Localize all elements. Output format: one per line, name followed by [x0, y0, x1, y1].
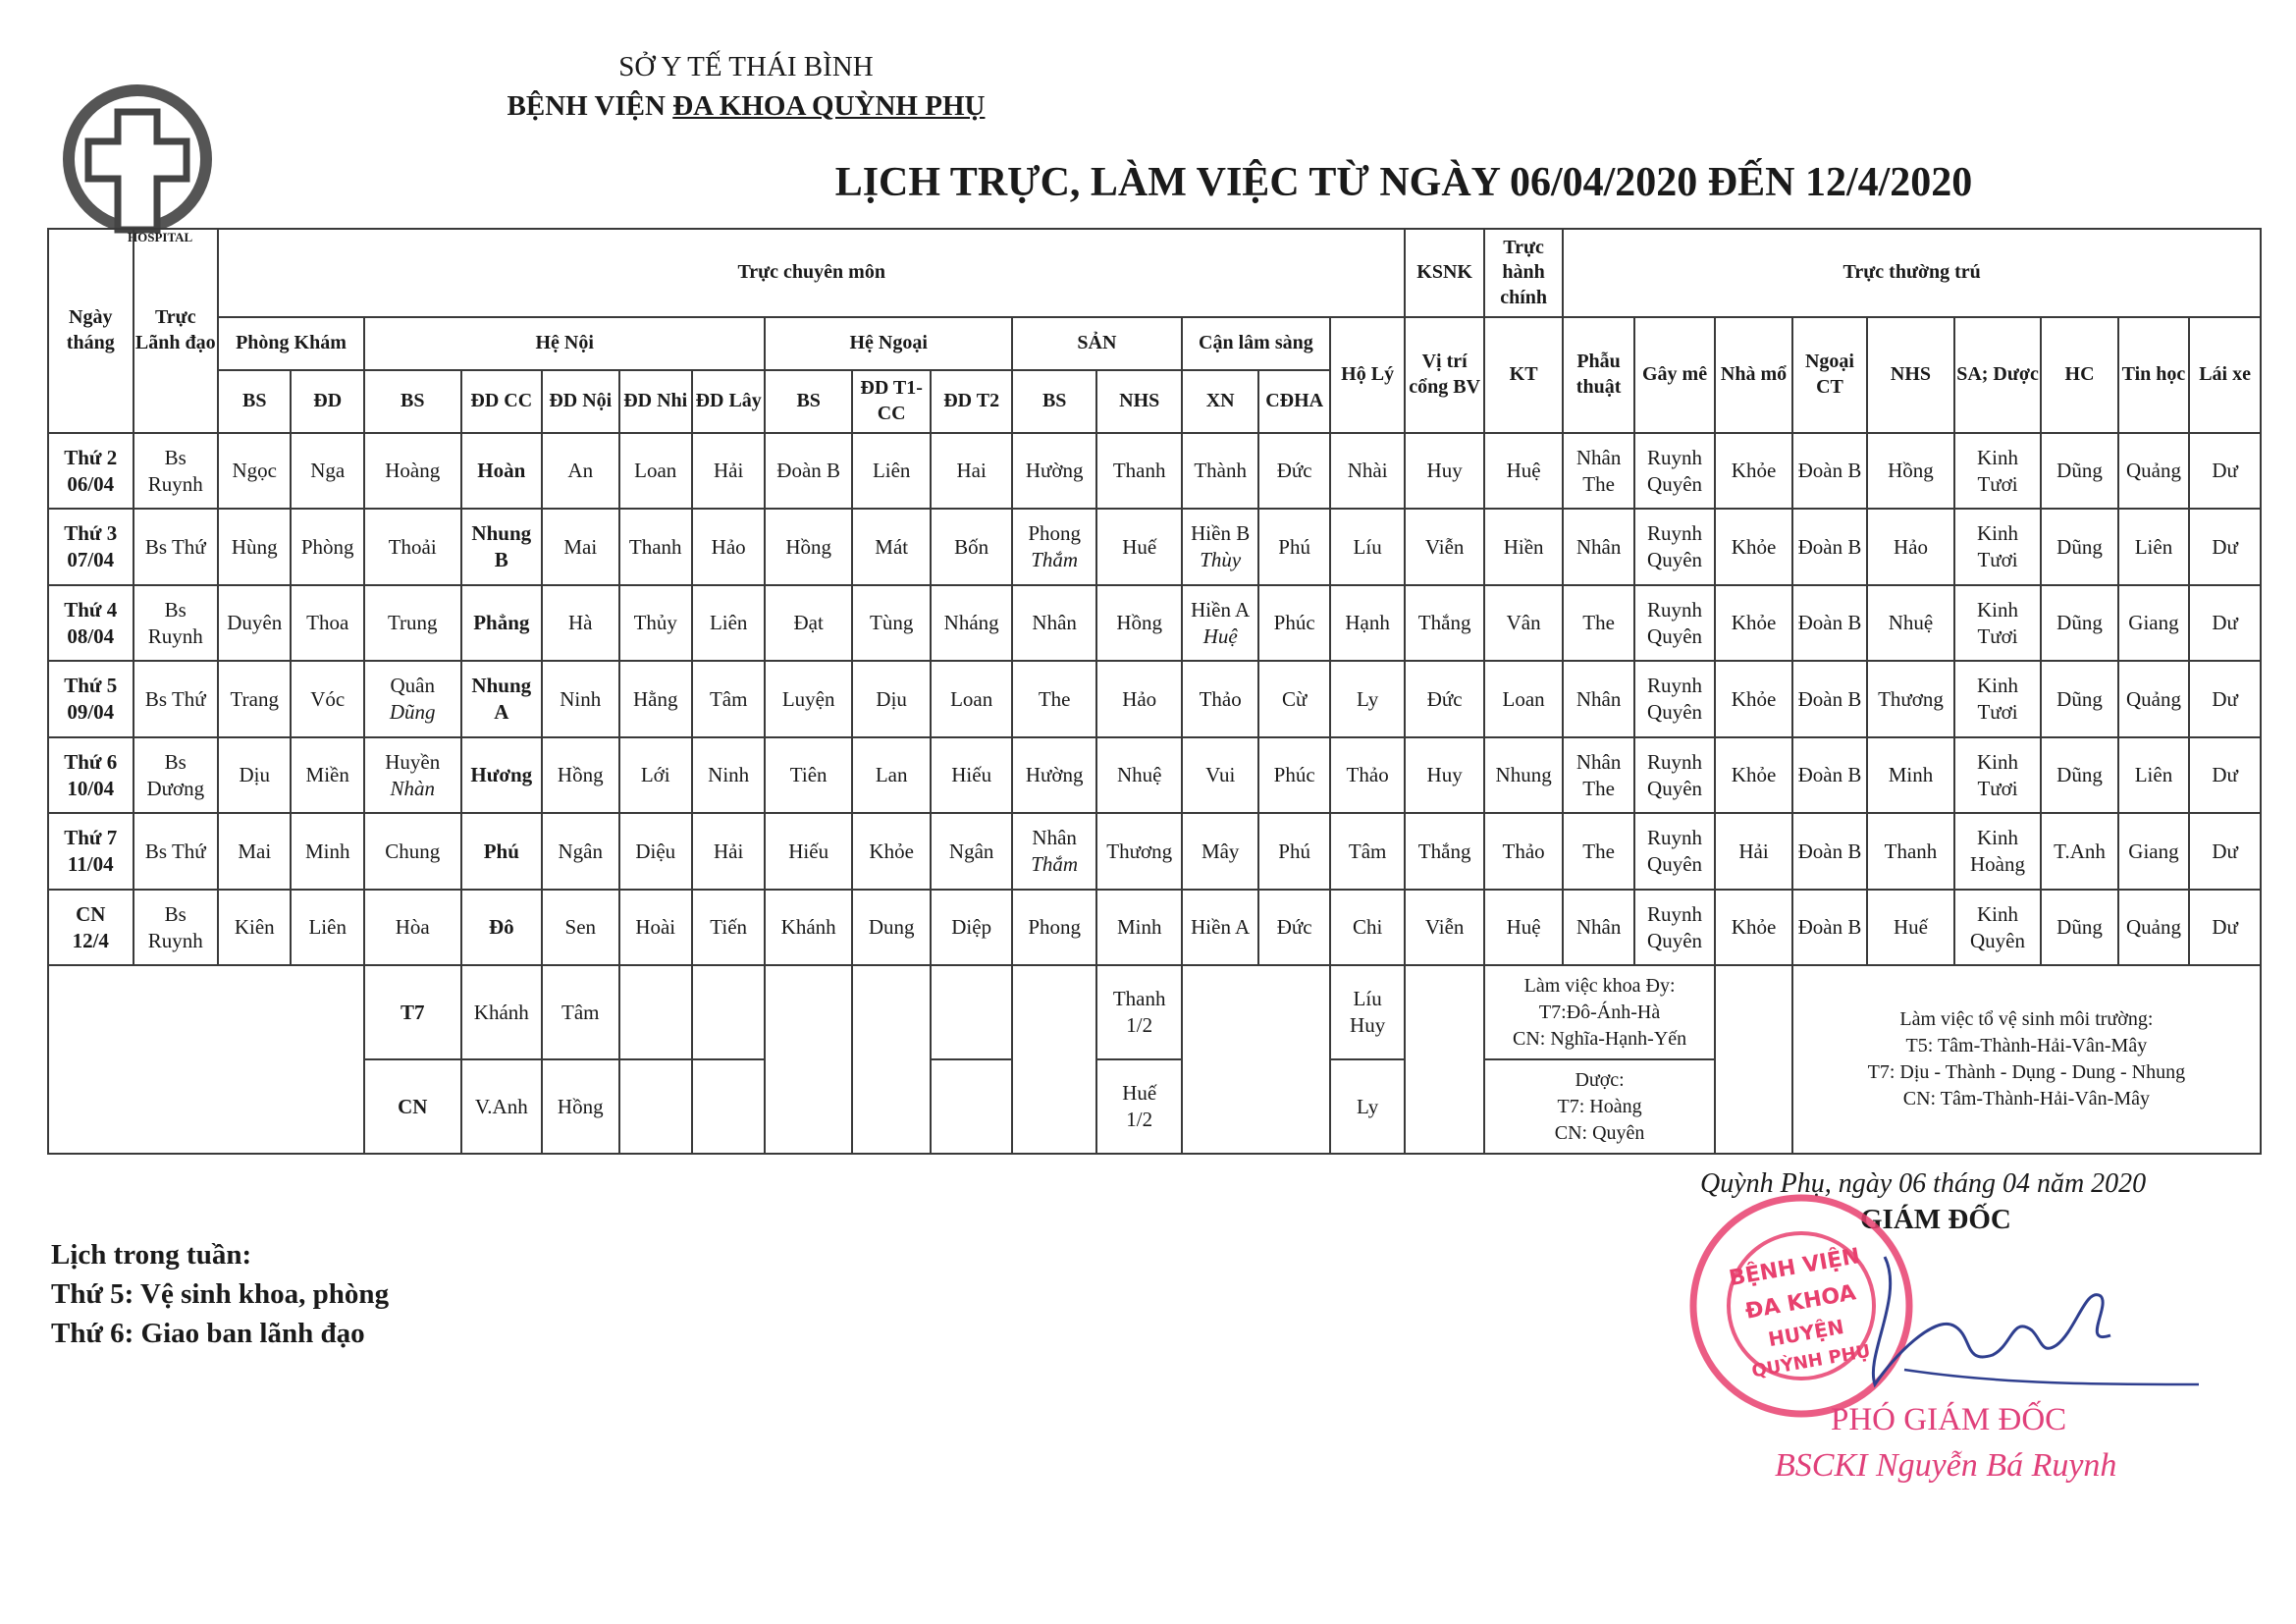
weekly-note-line: Thứ 5: Vệ sinh khoa, phòng [51, 1278, 390, 1310]
cell: Liên [852, 433, 931, 509]
cell: Hường [1012, 737, 1097, 813]
cell: Khỏe [1715, 509, 1791, 584]
cell: Miền [291, 737, 363, 813]
cell: Nhân The [1563, 737, 1633, 813]
cell: Đức [1258, 433, 1329, 509]
cell-day: Thứ 2 06/04 [48, 433, 133, 509]
cell: Líu Huy [1330, 965, 1406, 1059]
cell: Diệu [619, 813, 692, 889]
table-row [48, 737, 2261, 813]
cell-lanh-dao: Bs Ruynh [133, 890, 219, 965]
cell: Hương [461, 737, 543, 813]
col-hn-dd-lay: ĐD Lây [692, 370, 765, 433]
cell: Mai [542, 509, 618, 584]
cell: Phú [461, 813, 543, 889]
cell-lanh-dao: Bs Thứ [133, 661, 219, 736]
svg-text:HUYỆN: HUYỆN [1766, 1314, 1846, 1352]
cell: Hoàng [364, 433, 461, 509]
cell-day: Thứ 6 10/04 [48, 737, 133, 813]
cell-lanh-dao: Bs Ruynh [133, 433, 219, 509]
table-row [48, 813, 2261, 889]
cell-lanh-dao: Bs Thứ [133, 509, 219, 584]
cell: Đạt [765, 585, 852, 661]
cell: Lan [852, 737, 931, 813]
col-kt: KT [1484, 317, 1563, 433]
cell [692, 1059, 765, 1154]
cell: Dũng [2041, 737, 2117, 813]
hospital-name-underlined: ĐA KHOA QUỲNH PHỤ [672, 90, 986, 122]
cell: Phẳng [461, 585, 543, 661]
cell: Đoàn B [1792, 737, 1867, 813]
cell: Viễn [1405, 509, 1483, 584]
col-hn-bs: BS [364, 370, 461, 433]
col-truc-lanh-dao: Trực Lãnh đạo [133, 229, 219, 433]
cell: Nhuệ [1867, 585, 1954, 661]
cell: Loan [619, 433, 692, 509]
cell: Huy [1405, 737, 1483, 813]
cell: Thảo [1484, 813, 1563, 889]
cell-lanh-dao: Bs Thứ [133, 813, 219, 889]
col-vi-tri-cong: Vị trí cổng BV [1405, 317, 1483, 433]
cell: An [542, 433, 618, 509]
col-ngay-thang: Ngày tháng [48, 229, 133, 433]
cell: Nhung A [461, 661, 543, 736]
cell: Hiền A [1182, 890, 1258, 965]
blank-cell [1405, 965, 1483, 1154]
cell: Tâm [692, 661, 765, 736]
cell: Đoàn B [1792, 890, 1867, 965]
col-nhs-thuong-tru: NHS [1867, 317, 1954, 433]
cell: Khỏe [1715, 737, 1791, 813]
cell: Thoải [364, 509, 461, 584]
cell: Dũng [2041, 585, 2117, 661]
cell-lanh-dao: Bs Dương [133, 737, 219, 813]
cell: Thanh [1096, 433, 1182, 509]
cell: Huệ [1484, 890, 1563, 965]
group-san: SẢN [1012, 317, 1182, 370]
cell: Khỏe [1715, 433, 1791, 509]
cell: Thanh [619, 509, 692, 584]
group-phong-kham: Phòng Khám [218, 317, 364, 370]
col-sa-duoc: SA; Dược [1954, 317, 2042, 433]
cell: Hoàn [461, 433, 543, 509]
cell: Hảo [692, 509, 765, 584]
note-lam-viec-khoa: Làm việc khoa Đy: T7:Đô-Ánh-Hà CN: Nghĩa-Hạnh-Yến [1484, 965, 1715, 1059]
cell: Kinh Tươi [1954, 433, 2042, 509]
cell: Hiền B Thùy [1182, 509, 1258, 584]
cell: Vóc [291, 661, 363, 736]
col-ho-ly: Hộ Lý [1330, 317, 1406, 433]
group-ksnk: KSNK [1405, 229, 1483, 317]
cell: Ngọc [218, 433, 291, 509]
cell: Đoàn B [1792, 585, 1867, 661]
cell: Liên [692, 585, 765, 661]
cell: Nga [291, 433, 363, 509]
note-ve-sinh-moi-truong: Làm việc tổ vệ sinh môi trường: T5: Tâm-Thành-Hải-Vân-Mây T7: Dịu - Thành - Dụng - Dung - Nhung CN: Tâm-Thành-Hải-Vân-Mây [1792, 965, 2261, 1154]
cell: Đức [1405, 661, 1483, 736]
weekly-notes-heading: Lịch trong tuần: [51, 1239, 252, 1271]
cell: Mây [1182, 813, 1258, 889]
cell-extra-label: T7 [364, 965, 461, 1059]
svg-text:BỆNH VIỆN: BỆNH VIỆN [1727, 1244, 1862, 1292]
cell: Tiên [765, 737, 852, 813]
deputy-director-title: PHÓ GIÁM ĐỐC [1831, 1402, 2067, 1437]
cell: Dư [2189, 737, 2261, 813]
cell: Minh [291, 813, 363, 889]
cell: Đoàn B [1792, 813, 1867, 889]
cell: Mai [218, 813, 291, 889]
cell [619, 965, 692, 1059]
col-hc: HC [2041, 317, 2117, 433]
cell: Khỏe [1715, 890, 1791, 965]
handwritten-signature-icon [1845, 1237, 2209, 1404]
cell: Chung [364, 813, 461, 889]
cell: Duyên [218, 585, 291, 661]
cell: Ninh [542, 661, 618, 736]
table-row [48, 585, 2261, 661]
cell: Nhung B [461, 509, 543, 584]
cell: Hạnh [1330, 585, 1406, 661]
cell: Chi [1330, 890, 1406, 965]
cell: Đoàn B [1792, 433, 1867, 509]
group-he-noi: Hệ Nội [364, 317, 765, 370]
cell: Nhân [1012, 585, 1097, 661]
cell: The [1563, 585, 1633, 661]
cell [619, 1059, 692, 1154]
cell: Hồng [765, 509, 852, 584]
cell: Vui [1182, 737, 1258, 813]
cell: Quảng [2118, 661, 2189, 736]
cell: Dư [2189, 890, 2261, 965]
group-truc-hanh-chinh: Trực hành chính [1484, 229, 1563, 317]
cell: The [1012, 661, 1097, 736]
cell: Liên [291, 890, 363, 965]
cell: Ngân [542, 813, 618, 889]
cell: Trung [364, 585, 461, 661]
cell: V.Anh [461, 1059, 543, 1154]
cell: Thanh 1/2 [1096, 965, 1182, 1059]
cell: Huy [1405, 433, 1483, 509]
cell: Liên [2118, 737, 2189, 813]
cell: Diệp [931, 890, 1012, 965]
cell: Dung [852, 890, 931, 965]
cell: Thắng [1405, 813, 1483, 889]
cell: Hiền [1484, 509, 1563, 584]
cell: Phú [1258, 813, 1329, 889]
col-hng-dd-t2: ĐD T2 [931, 370, 1012, 433]
cell: Hải [692, 433, 765, 509]
cell: Khỏe [1715, 585, 1791, 661]
col-tin-hoc: Tin học [2118, 317, 2189, 433]
cell: Hảo [1096, 661, 1182, 736]
cell: Đoàn B [765, 433, 852, 509]
cell: Quân Dũng [364, 661, 461, 736]
cell: Ruynh Quyên [1634, 737, 1716, 813]
cell: Hằng [619, 661, 692, 736]
cell: Ruynh Quyên [1634, 433, 1716, 509]
cell: Huế [1096, 509, 1182, 584]
cell: Phúc [1258, 737, 1329, 813]
table-row [48, 509, 2261, 584]
cell: Hồng [542, 1059, 618, 1154]
cell: Dịu [852, 661, 931, 736]
col-hn-dd-cc: ĐD CC [461, 370, 543, 433]
cell: Dư [2189, 813, 2261, 889]
cell: Kinh Tươi [1954, 661, 2042, 736]
cell: Minh [1867, 737, 1954, 813]
cell: Cừ [1258, 661, 1329, 736]
blank-cell [1012, 965, 1097, 1154]
blank-cell [48, 965, 364, 1154]
cell: Tâm [542, 965, 618, 1059]
director-title: GIÁM ĐỐC [1860, 1204, 2011, 1235]
cell: Nhuệ [1096, 737, 1182, 813]
cell: Hồng [1096, 585, 1182, 661]
col-hng-bs: BS [765, 370, 852, 433]
cell: Kiên [218, 890, 291, 965]
cell: Huyền Nhàn [364, 737, 461, 813]
cell: Dư [2189, 585, 2261, 661]
cell: Hải [692, 813, 765, 889]
table-row [48, 890, 2261, 965]
cell: Phong Thắm [1012, 509, 1097, 584]
col-gay-me: Gây mê [1634, 317, 1716, 433]
cell: Ninh [692, 737, 765, 813]
cell: Ruynh Quyên [1634, 813, 1716, 889]
cell: Thương [1096, 813, 1182, 889]
cell: Hồng [1867, 433, 1954, 509]
cell: Đô [461, 890, 543, 965]
group-he-ngoai: Hệ Ngoại [765, 317, 1012, 370]
cell: Khánh [461, 965, 543, 1059]
cell: Trang [218, 661, 291, 736]
weekly-notes [51, 1235, 389, 1353]
logo-caption: HOSPITAL [128, 230, 193, 244]
cell: Kinh Tươi [1954, 509, 2042, 584]
cell: T.Anh [2041, 813, 2117, 889]
col-hn-dd-noi: ĐD Nội [542, 370, 618, 433]
cell: Phòng [291, 509, 363, 584]
cell: Sen [542, 890, 618, 965]
cell: Thắng [1405, 585, 1483, 661]
place-date: Quỳnh Phụ, ngày 06 tháng 04 năm 2020 [1700, 1168, 2147, 1199]
cell: Nhài [1330, 433, 1406, 509]
cell: Mát [852, 509, 931, 584]
cell: Nhân Thắm [1012, 813, 1097, 889]
cell: Hường [1012, 433, 1097, 509]
schedule-title: LỊCH TRỰC, LÀM VIỆC TỪ NGÀY 06/04/2020 ĐẾN 12/4/2020 [834, 160, 1973, 205]
cell: Ly [1330, 1059, 1406, 1154]
weekly-note-line: Thứ 6: Giao ban lãnh đạo [51, 1318, 365, 1349]
blank-cell [765, 965, 852, 1154]
cell: Hai [931, 433, 1012, 509]
cell: Hiếu [931, 737, 1012, 813]
cell: Viễn [1405, 890, 1483, 965]
group-truc-thuong-tru: Trực thường trú [1563, 229, 2261, 317]
cell: Nhân The [1563, 433, 1633, 509]
cell: Đoàn B [1792, 661, 1867, 736]
cell: Kinh Tươi [1954, 737, 2042, 813]
cell: Ly [1330, 661, 1406, 736]
cell: Tùng [852, 585, 931, 661]
cell: Hảo [1867, 509, 1954, 584]
cell: Vân [1484, 585, 1563, 661]
cell: Kinh Tươi [1954, 585, 2042, 661]
cell: Giang [2118, 813, 2189, 889]
col-pk-dd: ĐD [291, 370, 363, 433]
cell: Tâm [1330, 813, 1406, 889]
cell: Ruynh Quyên [1634, 509, 1716, 584]
cell: Ruynh Quyên [1634, 661, 1716, 736]
cell: Thảo [1182, 661, 1258, 736]
cell: Loan [931, 661, 1012, 736]
cell: Minh [1096, 890, 1182, 965]
cell: Thương [1867, 661, 1954, 736]
cell: Liên [2118, 509, 2189, 584]
cell: Khỏe [852, 813, 931, 889]
hospital-prefix: BỆNH VIỆN [507, 90, 673, 122]
cell: Khỏe [1715, 661, 1791, 736]
cell: Ruynh Quyên [1634, 585, 1716, 661]
cell-day: CN 12/4 [48, 890, 133, 965]
col-san-bs: BS [1012, 370, 1097, 433]
cell: Hà [542, 585, 618, 661]
cell [931, 1059, 1012, 1154]
department-name: SỞ Y TẾ THÁI BÌNH [618, 51, 874, 82]
cell: Dũng [2041, 890, 2117, 965]
signer-name: BSCKI Nguyễn Bá Ruynh [1775, 1447, 2117, 1484]
cell: Phong [1012, 890, 1097, 965]
cell: Lới [619, 737, 692, 813]
cell: Nháng [931, 585, 1012, 661]
cell: Hải [1715, 813, 1791, 889]
col-lai-xe: Lái xe [2189, 317, 2261, 433]
cell-day: Thứ 4 08/04 [48, 585, 133, 661]
table-row [48, 433, 2261, 509]
cell-extra-label: CN [364, 1059, 461, 1154]
cell: Bốn [931, 509, 1012, 584]
cell: Huế 1/2 [1096, 1059, 1182, 1154]
cell: Nhân [1563, 509, 1633, 584]
cell: Ruynh Quyên [1634, 890, 1716, 965]
cell: Huệ [1484, 433, 1563, 509]
duty-schedule-table [47, 228, 2262, 1155]
cell: Quảng [2118, 890, 2189, 965]
cell: Loan [1484, 661, 1563, 736]
cell: Kinh Quyên [1954, 890, 2042, 965]
cell: Thành [1182, 433, 1258, 509]
svg-text:ĐA KHOA: ĐA KHOA [1743, 1280, 1858, 1325]
blank-cell [1715, 965, 1791, 1154]
cell: Phú [1258, 509, 1329, 584]
cell: Thoa [291, 585, 363, 661]
col-xn: XN [1182, 370, 1258, 433]
cell: Dư [2189, 661, 2261, 736]
cell: Dũng [2041, 661, 2117, 736]
cell-day: Thứ 7 11/04 [48, 813, 133, 889]
cell: Đoàn B [1792, 509, 1867, 584]
cell: Kinh Hoàng [1954, 813, 2042, 889]
cell: Hiền A Huệ [1182, 585, 1258, 661]
cell: Ngân [931, 813, 1012, 889]
group-truc-chuyen-mon: Trực chuyên môn [218, 229, 1405, 317]
table-row [48, 661, 2261, 736]
col-hng-dd-t1: ĐD T1-CC [852, 370, 931, 433]
cell: The [1563, 813, 1633, 889]
cell: Luyện [765, 661, 852, 736]
cell: Hùng [218, 509, 291, 584]
cell: Đức [1258, 890, 1329, 965]
blank-cell [852, 965, 931, 1154]
cell [692, 965, 765, 1059]
col-san-nhs: NHS [1096, 370, 1182, 433]
blank-cell [1182, 965, 1330, 1154]
col-nha-mo: Nhà mổ [1715, 317, 1791, 433]
cell: Dịu [218, 737, 291, 813]
cell: Nhân [1563, 661, 1633, 736]
cell-day: Thứ 3 07/04 [48, 509, 133, 584]
cell: Thủy [619, 585, 692, 661]
col-phau-thuat: Phẫu thuật [1563, 317, 1633, 433]
cell: Dư [2189, 433, 2261, 509]
cell-day: Thứ 5 09/04 [48, 661, 133, 736]
cell: Thanh [1867, 813, 1954, 889]
col-cdha: CĐHA [1258, 370, 1329, 433]
weekend-extra-row [48, 965, 2261, 1059]
group-can-lam-sang: Cận lâm sàng [1182, 317, 1330, 370]
cell: Thảo [1330, 737, 1406, 813]
col-hn-dd-nhi: ĐD Nhi [619, 370, 692, 433]
cell: Hồng [542, 737, 618, 813]
cell: Dũng [2041, 433, 2117, 509]
svg-text:QUỲNH PHỤ: QUỲNH PHỤ [1749, 1340, 1872, 1382]
hospital-cross-logo-icon [51, 82, 228, 249]
col-pk-bs: BS [218, 370, 291, 433]
cell: Hòa [364, 890, 461, 965]
cell: Khánh [765, 890, 852, 965]
note-duoc: Dược: T7: Hoàng CN: Quyên [1484, 1059, 1715, 1154]
cell: Huế [1867, 890, 1954, 965]
cell: Tiến [692, 890, 765, 965]
cell: Nhân [1563, 890, 1633, 965]
cell: Dư [2189, 509, 2261, 584]
cell: Líu [1330, 509, 1406, 584]
cell: Dũng [2041, 509, 2117, 584]
cell: Nhung [1484, 737, 1563, 813]
cell: Quảng [2118, 433, 2189, 509]
cell-lanh-dao: Bs Ruynh [133, 585, 219, 661]
cell: Giang [2118, 585, 2189, 661]
cell: Hoài [619, 890, 692, 965]
cell: Phúc [1258, 585, 1329, 661]
col-ngoai-ct: Ngoại CT [1792, 317, 1867, 433]
cell [931, 965, 1012, 1059]
cell: Hiếu [765, 813, 852, 889]
